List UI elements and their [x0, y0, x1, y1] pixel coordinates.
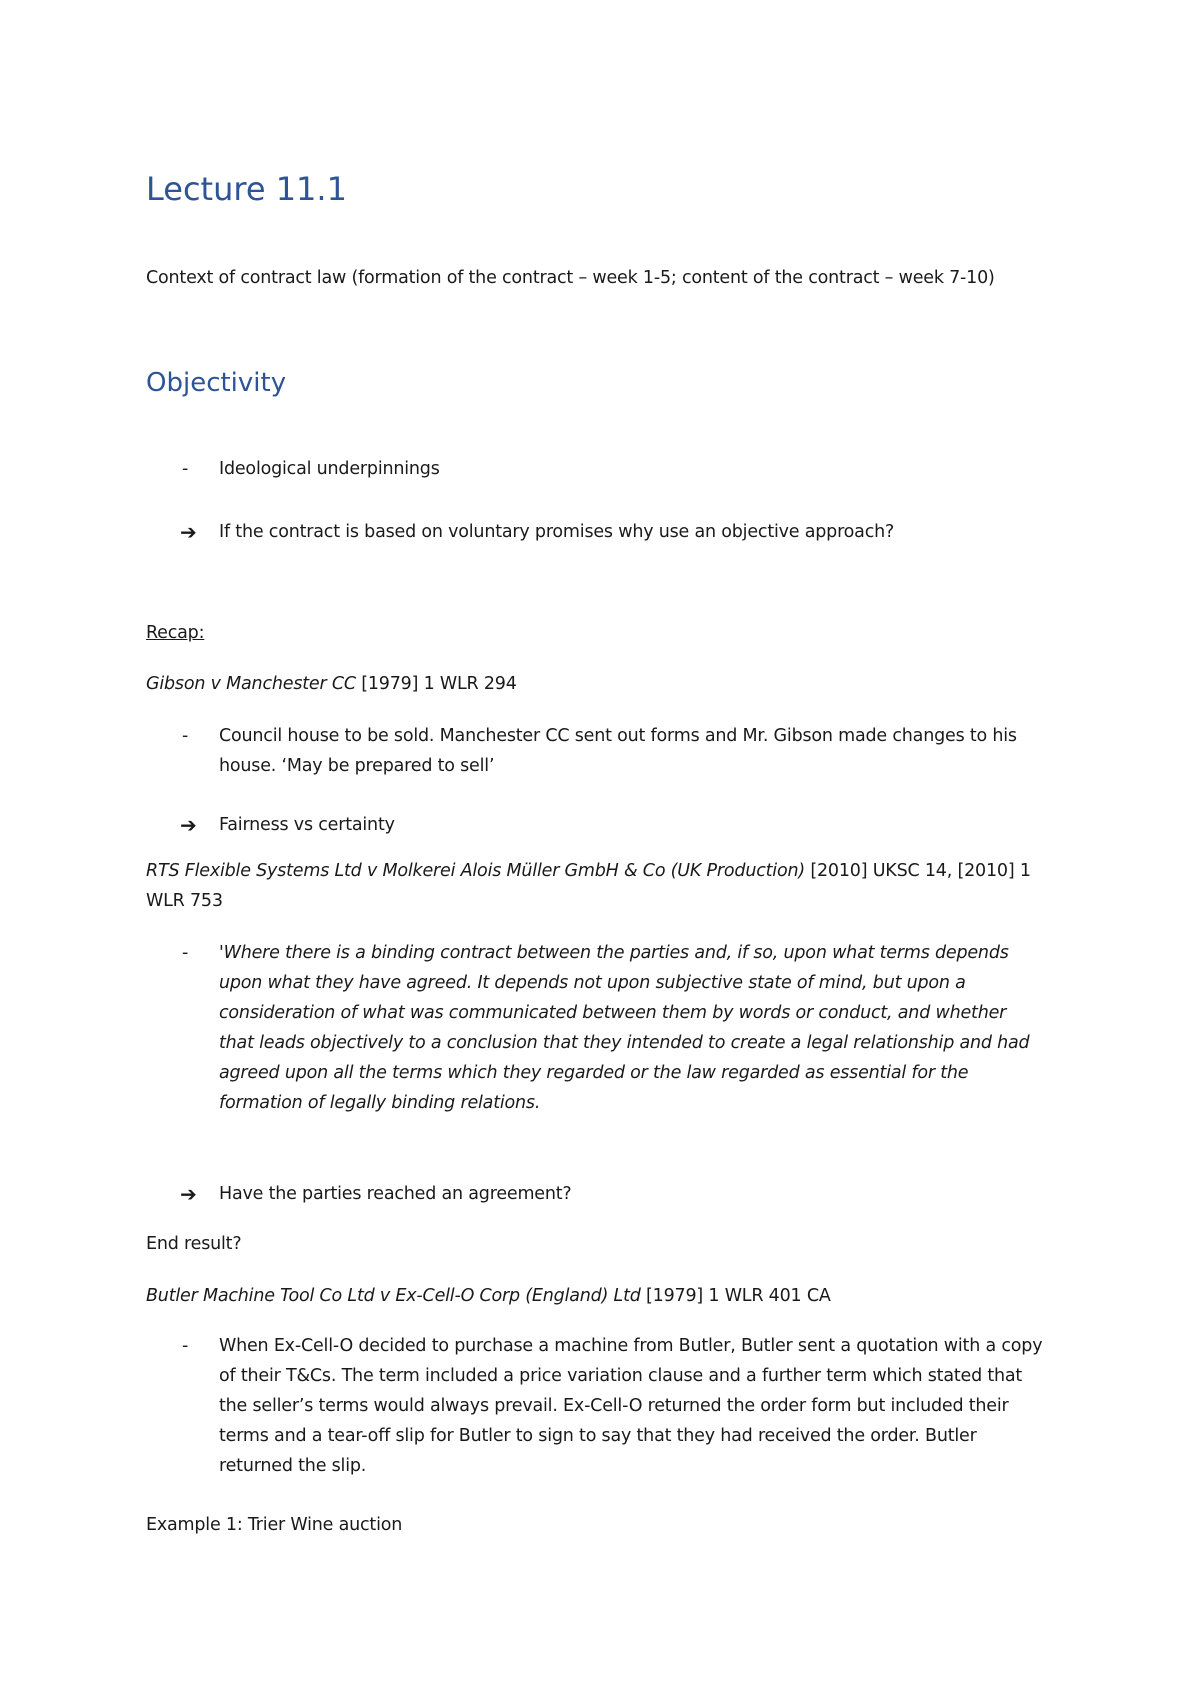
case-name: Gibson v Manchester CC	[146, 674, 356, 694]
bullet-text: Ideological underpinnings	[219, 459, 440, 479]
bullet-ideological	[146, 454, 1046, 484]
quote-text: 'Where there is a binding contract between the parties and, if so, upon what terms depends upon what they have agreed. It depends not upon subjective state of mind, but upon a consideration of what was communicated between them by words or conduct, and whether that leads objectively to a conclusion that they intended to create a legal relationship and had agreed upon all the terms which they regarded or the law regarded as essential for the formation of legally binding relations.	[219, 943, 1030, 1113]
case-rts	[146, 856, 1046, 916]
case-name: RTS Flexible Systems Ltd v Molkerei Alois Müller GmbH & Co (UK Production)	[146, 861, 805, 881]
arrow-text: If the contract is based on voluntary promises why use an objective approach?	[219, 522, 895, 542]
bullet-gibson	[146, 721, 1046, 781]
case-citation: [1979] 1 WLR 294	[355, 674, 517, 694]
page-title: Lecture 11.1	[146, 170, 347, 208]
arrow-right-icon: ➔	[180, 813, 197, 837]
intro-paragraph: Context of contract law (formation of the contract – week 1-5; content of the contract – week 7-10)	[146, 268, 995, 288]
dash-marker: -	[182, 1336, 189, 1356]
case-butler	[146, 1281, 1046, 1311]
dash-marker: -	[182, 459, 189, 479]
dash-marker: -	[182, 943, 189, 963]
arrow-item-fairness	[146, 810, 1046, 840]
case-name: Butler Machine Tool Co Ltd v Ex-Cell-O Corp (England) Ltd	[146, 1286, 641, 1306]
arrow-item-voluntary	[146, 517, 1046, 547]
case-citation: [2010] UKSC 14, [2010] 1 WLR 753	[146, 861, 1031, 911]
dash-marker: -	[182, 726, 189, 746]
arrow-item-agreement	[146, 1179, 1046, 1209]
bullet-text: When Ex-Cell-O decided to purchase a machine from Butler, Butler sent a quotation with a copy of their T&Cs. The term included a price variation clause and a further term which stated that the seller’s terms would always prevail. Ex-Cell-O returned the order form but included their terms and a tear-off slip for Butler to sign to say that they had received the order. Butler returned the slip.	[219, 1336, 1043, 1476]
end-result: End result?	[146, 1234, 242, 1254]
bullet-butler	[146, 1331, 1046, 1481]
arrow-text: Fairness vs certainty	[219, 815, 395, 835]
case-citation: [1979] 1 WLR 401 CA	[640, 1286, 831, 1306]
example-heading: Example 1: Trier Wine auction	[146, 1515, 403, 1535]
quote-rts	[146, 938, 1046, 1118]
bullet-text: Council house to be sold. Manchester CC sent out forms and Mr. Gibson made changes to his house. ‘May be prepared to sell’	[219, 726, 1017, 776]
section-heading: Objectivity	[146, 368, 287, 398]
arrow-right-icon: ➔	[180, 520, 197, 544]
arrow-text: Have the parties reached an agreement?	[219, 1184, 572, 1204]
case-gibson	[146, 669, 1046, 699]
arrow-right-icon: ➔	[180, 1182, 197, 1206]
recap-label: Recap:	[146, 623, 205, 643]
